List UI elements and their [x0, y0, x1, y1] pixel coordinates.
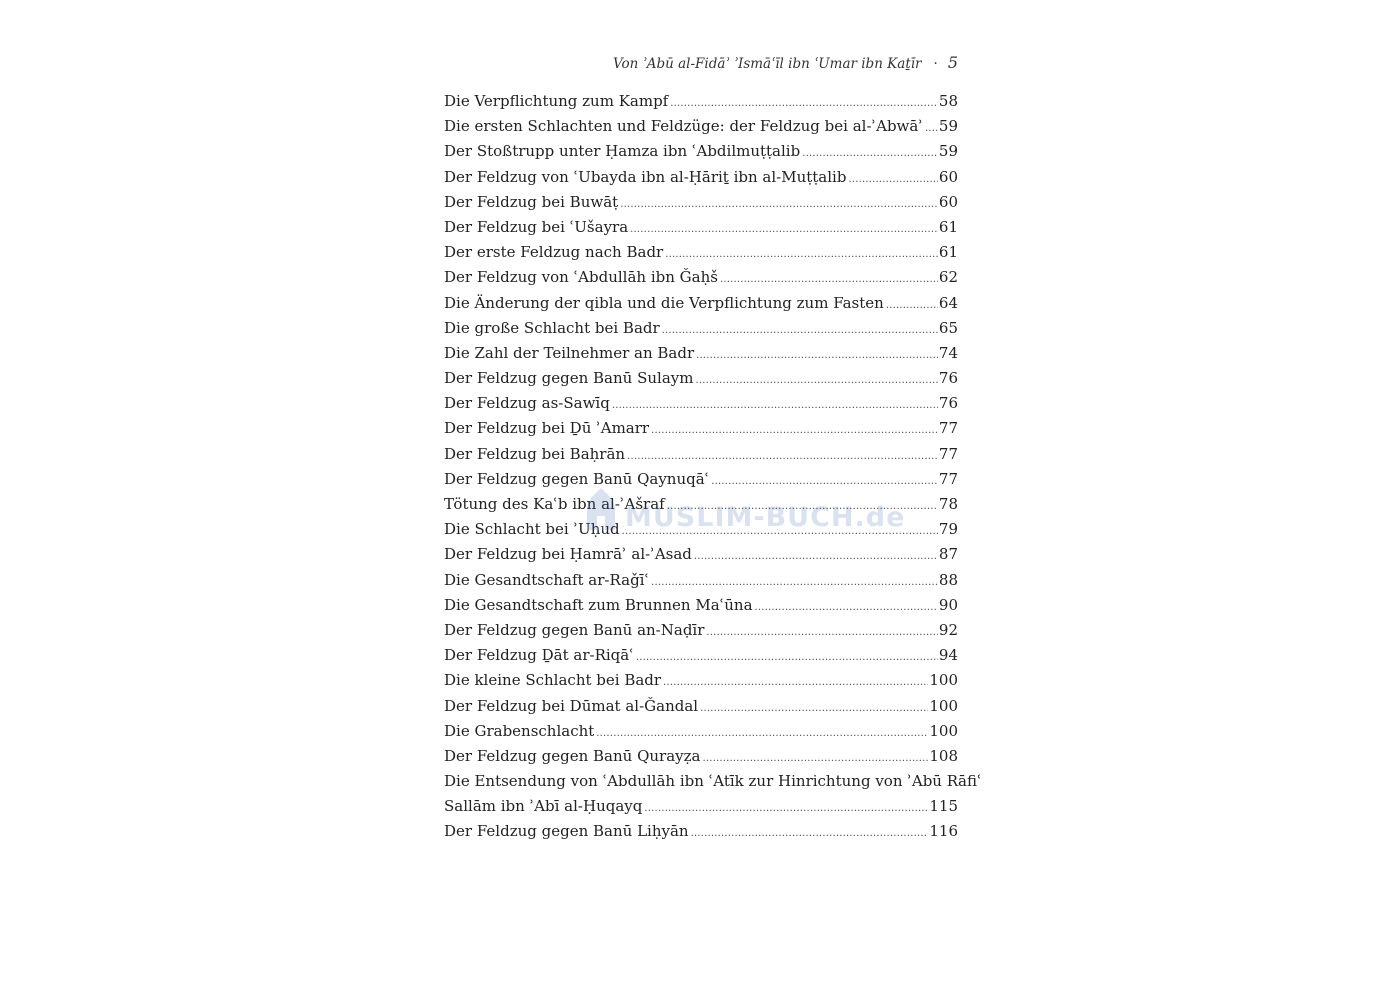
toc-dot-leader — [700, 696, 928, 721]
toc-entry-page: 58 — [938, 92, 958, 110]
toc-dot-leader — [702, 746, 928, 771]
toc-dot-leader — [694, 544, 938, 569]
toc-entry-title: Tötung des Kaʿb ibn al-ʾAšraf — [444, 495, 665, 513]
toc-entry-title: Der Feldzug gegen Banū Liḥyān — [444, 822, 689, 841]
toc-entry-title: Der Feldzug gegen Banū Qurayẓa — [444, 746, 701, 765]
toc-entry — [444, 769, 982, 794]
toc-entry-title: Die Gesandtschaft zum Brunnen Maʿūna — [444, 595, 753, 614]
toc-entry-page: 59 — [938, 117, 958, 136]
toc-entry — [444, 794, 958, 819]
toc-entry-title: Der Feldzug gegen Banū an-Naḍīr — [444, 620, 705, 639]
toc-dot-leader — [612, 393, 938, 418]
toc-entry-title: Der Feldzug von ʿAbdullāh ibn Ǧaḥš — [444, 268, 718, 287]
toc-dot-leader — [886, 293, 938, 318]
toc-dot-leader — [644, 796, 928, 821]
toc-entry-title: Der Feldzug bei Baḥrān — [444, 444, 626, 463]
toc-entry — [444, 618, 958, 643]
toc-entry — [444, 542, 958, 567]
toc-entry — [444, 240, 958, 265]
toc-entry-title: Die kleine Schlacht bei Badr — [444, 671, 662, 690]
toc-entry-page: 79 — [938, 520, 958, 539]
toc-entry — [444, 366, 958, 391]
toc-entry-page: 60 — [938, 192, 958, 211]
toc-entry-title: Die Zahl der Teilnehmer an Badr — [444, 343, 695, 362]
running-head — [444, 53, 958, 72]
toc-entry — [444, 593, 958, 618]
toc-entry-title: Der Feldzug bei Dūmat al-Ǧandal — [444, 696, 699, 715]
toc-entry-title: Der Feldzug von ʿUbayda ibn al-Ḥāriṯ ibn al-Muṭṭalib — [444, 167, 847, 186]
header-separator: · — [933, 56, 938, 72]
toc-entry-title: Die Verpflichtung zum Kampf — [444, 92, 669, 110]
toc-dot-leader — [630, 217, 938, 242]
toc-entry-title: Die Gesandtschaft ar-Raǧīʿ — [444, 570, 650, 589]
toc-dot-leader — [848, 167, 937, 192]
toc-entry — [444, 291, 958, 316]
toc-entry — [444, 416, 958, 441]
toc-entry-page: 76 — [938, 394, 958, 413]
toc-entry-title: Der Stoßtrupp unter Ḥamza ibn ʿAbdilmuṭṭalib — [444, 142, 801, 161]
toc-entry — [444, 719, 958, 744]
toc-entry-page: 74 — [938, 343, 958, 362]
toc-dot-leader — [663, 670, 928, 695]
toc-entry — [444, 819, 958, 844]
running-title: Von ʾAbū al-Fidāʾ ʾIsmāʿīl ibn ʿUmar ibn Kaṯīr — [612, 56, 922, 72]
toc-entry-title: Die Entsendung von ʿAbdullāh ibn ʿAtīk zur Hinrichtung von ʾAbū Rāfiʿ — [444, 772, 982, 791]
toc-entry — [444, 190, 958, 215]
toc-entry-page: 92 — [938, 620, 958, 639]
toc-dot-leader — [925, 116, 938, 141]
toc-dot-leader — [627, 444, 938, 469]
toc-entry-title: Sallām ibn ʾAbī al-Ḥuqayq — [444, 797, 643, 816]
toc-entry — [444, 215, 958, 240]
toc-entry — [444, 492, 958, 517]
toc-entry-title: Die Schlacht bei ʾUḥud — [444, 520, 620, 539]
toc-entry — [444, 165, 958, 190]
page-number: 5 — [947, 53, 958, 72]
toc-entry-page: 87 — [938, 545, 958, 564]
toc-entry — [444, 316, 958, 341]
toc-entry — [444, 694, 958, 719]
table-of-contents — [444, 89, 982, 845]
toc-entry — [444, 341, 958, 366]
toc-entry-title: Der Feldzug Ḏāt ar-Riqāʿ — [444, 646, 634, 665]
toc-entry-page: 115 — [929, 797, 958, 816]
toc-entry-page: 100 — [929, 721, 958, 740]
toc-dot-leader — [651, 570, 938, 595]
toc-entry-page: 77 — [938, 444, 958, 463]
toc-entry-page: 108 — [929, 746, 958, 765]
watermark-text: MUSLIM-BUCH.de — [625, 502, 906, 533]
toc-entry — [444, 442, 958, 467]
toc-entry-page: 100 — [929, 696, 958, 715]
toc-entry-title: Die Änderung der qibla und die Verpflichtung zum Fasten — [444, 293, 884, 312]
toc-entry — [444, 391, 958, 416]
toc-entry-title: Die Grabenschlacht — [444, 721, 595, 740]
toc-entry — [444, 744, 958, 769]
toc-entry-title: Der Feldzug gegen Banū Sulaym — [444, 369, 694, 388]
toc-dot-leader — [755, 595, 938, 620]
toc-entry — [444, 568, 958, 593]
toc-entry — [444, 89, 958, 114]
toc-entry-title: Die ersten Schlachten und Feldzüge: der Feldzug bei al-ʾAbwāʾ — [444, 117, 923, 136]
toc-entry-page: 100 — [929, 671, 958, 690]
toc-dot-leader — [691, 821, 929, 846]
toc-entry-page: 76 — [938, 369, 958, 388]
toc-entry — [444, 517, 958, 542]
toc-dot-leader — [662, 318, 938, 343]
toc-entry-page: 88 — [938, 570, 958, 589]
toc-entry-page: 60 — [938, 167, 958, 186]
toc-entry-title: Der erste Feldzug nach Badr — [444, 243, 664, 262]
toc-entry-page: 59 — [938, 142, 958, 161]
toc-entry-page: 61 — [938, 217, 958, 236]
toc-entry-title: Der Feldzug bei Ḥamrāʾ al-ʾAsad — [444, 545, 692, 564]
toc-entry-page: 90 — [938, 595, 958, 614]
toc-dot-leader — [670, 91, 938, 116]
toc-dot-leader — [711, 469, 938, 494]
toc-entry-page: 116 — [929, 822, 958, 841]
toc-dot-leader — [720, 267, 938, 292]
toc-dot-leader — [695, 368, 937, 393]
toc-entry-title: Der Feldzug bei Buwāṭ — [444, 192, 619, 211]
toc-dot-leader — [622, 519, 938, 544]
toc-entry-page: 78 — [938, 495, 958, 513]
toc-dot-leader — [636, 645, 938, 670]
toc-entry — [444, 467, 958, 492]
toc-entry-page: 65 — [938, 318, 958, 337]
toc-dot-leader — [665, 242, 938, 267]
toc-entry-title: Der Feldzug bei Ḏū ʾAmarr — [444, 419, 650, 438]
toc-entry-page: 64 — [938, 293, 958, 312]
toc-dot-leader — [620, 192, 938, 217]
toc-entry — [444, 114, 958, 139]
toc-entry-title: Der Feldzug as-Sawīq — [444, 394, 610, 413]
toc-dot-leader — [696, 343, 938, 368]
toc-dot-leader — [706, 620, 938, 645]
toc-dot-leader — [651, 418, 938, 443]
toc-entry-page: 77 — [938, 469, 958, 488]
toc-entry-page: 62 — [938, 268, 958, 287]
toc-dot-leader — [596, 721, 928, 746]
toc-entry — [444, 265, 958, 290]
toc-entry-title: Der Feldzug gegen Banū Qaynuqāʿ — [444, 469, 710, 488]
toc-dot-leader — [802, 141, 938, 166]
toc-entry-title: Der Feldzug bei ʿUšayra — [444, 217, 629, 236]
toc-entry — [444, 668, 958, 693]
toc-entry-title: Die große Schlacht bei Badr — [444, 318, 660, 337]
toc-entry — [444, 139, 958, 164]
toc-entry-page: 94 — [938, 646, 958, 665]
toc-dot-leader — [667, 494, 938, 519]
toc-entry — [444, 643, 958, 668]
toc-entry-page: 77 — [938, 419, 958, 438]
toc-entry-page: 61 — [938, 243, 958, 262]
